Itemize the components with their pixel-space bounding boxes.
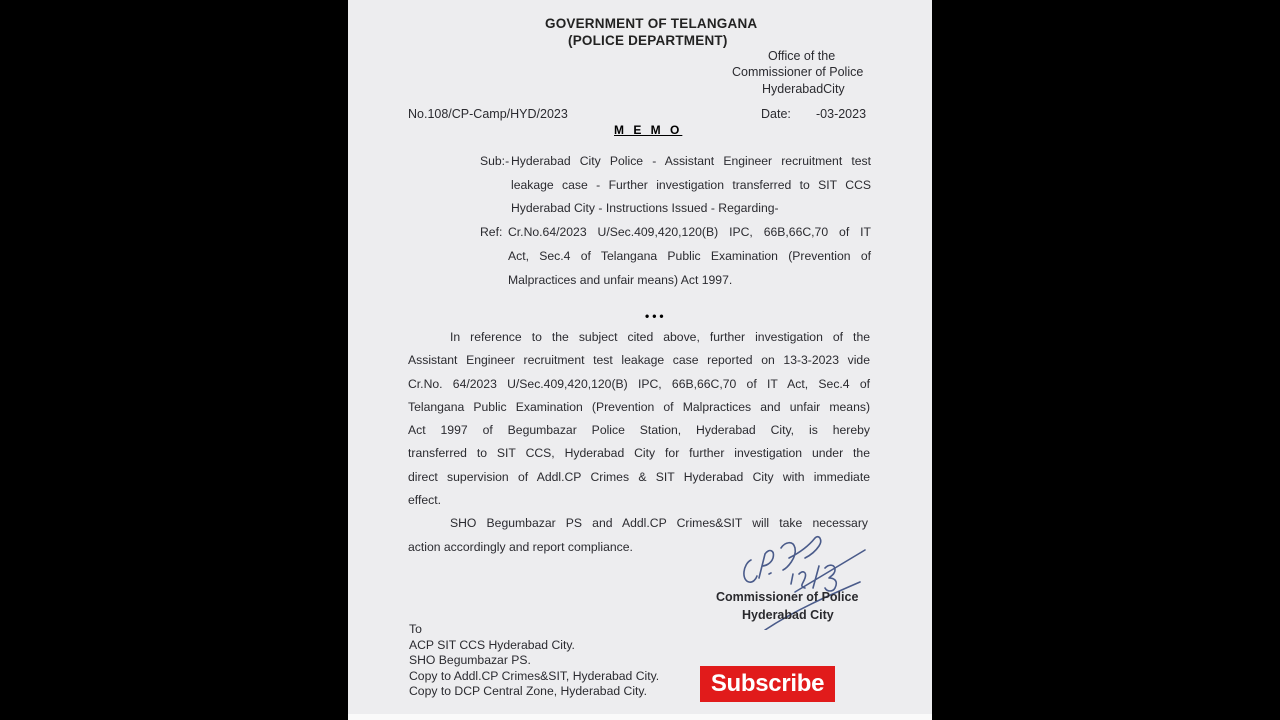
recipient-list — [409, 622, 659, 700]
office-line-2: Commissioner of Police — [732, 65, 864, 79]
paragraph-line: transferred to SIT CCS, Hyderabad City for further investigation under the — [408, 446, 870, 461]
paragraph-line: Act 1997 of Begumbazar Police Station, Hyderabad City, is hereby — [408, 423, 870, 438]
reference-line: Malpractices and unfair means) Act 1997. — [508, 273, 733, 287]
subject-line: Hyderabad City Police - Assistant Engineer recruitment test — [511, 154, 871, 168]
paragraph-line: direct supervision of Addl.CP Crimes & SIT Hyderabad City with immediate — [408, 469, 870, 484]
subject-line: leakage case - Further investigation transferred to SIT CCS — [511, 177, 871, 192]
office-line-1: Office of the — [768, 49, 836, 63]
subject-block — [511, 154, 871, 225]
bottom-strip — [348, 714, 932, 720]
memo-number: No.108/CP-Camp/HYD/2023 — [408, 107, 568, 121]
memo-title: M E M O — [614, 123, 683, 137]
recipient-line: Copy to DCP Central Zone, Hyderabad City. — [409, 684, 647, 698]
paragraph-line: In reference to the subject cited above, further investigation of the — [450, 330, 870, 344]
paragraph-line: Cr.No. 64/2023 U/Sec.409,420,120(B) IPC, 66B,66C,70 of IT Act, Sec.4 of — [408, 376, 870, 391]
reference-label: Ref: — [480, 225, 503, 239]
date-value: -03-2023 — [816, 107, 867, 121]
reference-block — [508, 225, 871, 297]
recipient-line: ACP SIT CCS Hyderabad City. — [409, 637, 575, 652]
recipient-line: To — [409, 622, 422, 636]
paragraph-line: Telangana Public Examination (Prevention of Malpractices and unfair means) — [408, 399, 870, 414]
recipient-line: SHO Begumbazar PS. — [409, 653, 531, 667]
paragraph-1 — [408, 330, 870, 516]
paragraph-line: action accordingly and report compliance. — [408, 539, 633, 554]
recipient-line: Copy to Addl.CP Crimes&SIT, Hyderabad City. — [409, 668, 660, 683]
separator-dots: ••• — [645, 309, 667, 323]
subject-line: Hyderabad City - Instructions Issued - Regarding- — [511, 201, 779, 215]
subscribe-button[interactable]: Subscribe — [700, 666, 835, 702]
paragraph-line: SHO Begumbazar PS and Addl.CP Crimes&SIT will take necessary — [450, 516, 868, 530]
department-heading: (POLICE DEPARTMENT) — [568, 33, 728, 48]
office-line-3: HyderabadCity — [762, 82, 845, 96]
signatory-title: Commissioner of Police — [716, 590, 859, 604]
reference-line: Act, Sec.4 of Telangana Public Examination (Prevention of — [508, 249, 871, 263]
subject-label: Sub:- — [480, 154, 510, 168]
signatory-city: Hyderabad City — [742, 608, 834, 622]
paragraph-line: effect. — [408, 493, 441, 508]
reference-line: Cr.No.64/2023 U/Sec.409,420,120(B) IPC, 66B,66C,70 of IT — [508, 225, 871, 239]
paragraph-line: Assistant Engineer recruitment test leakage case reported on 13-3-2023 vide — [408, 353, 870, 368]
date-label: Date: — [761, 107, 791, 121]
government-heading: GOVERNMENT OF TELANGANA — [545, 16, 758, 31]
